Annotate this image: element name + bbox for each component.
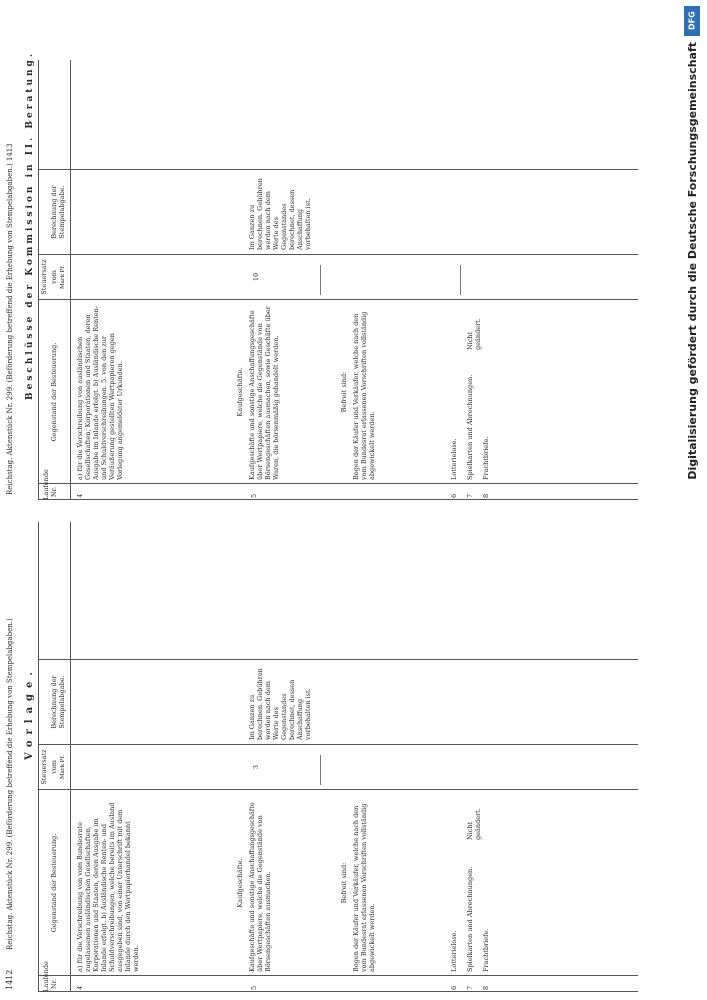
rule [38, 659, 638, 660]
col-rate-sub-right: Mark Pf. [60, 265, 66, 289]
col-nr-left: Laufende Nr. [42, 961, 58, 992]
dash-mark [460, 265, 461, 295]
header-right: Reichstag. Aktenstück Nr. 299. (Beförderung betreffend die Erhebung von Stempelabgaben.) 1413 [6, 143, 14, 495]
page-number-left: 1412 [5, 969, 14, 990]
row-text: Bogen der Käufer und Verkäufer, welche nach den vom Bundesrat erlassenen Vorschriften vollständig abgewickelt werden. [352, 311, 376, 480]
row-text: Spielkarten und Abrechnungen. [466, 374, 474, 480]
col-calc-left: Berechnung der Stempelabgabe. [50, 675, 66, 729]
row-nr: 8 [482, 493, 490, 498]
rule [38, 169, 638, 170]
rule [70, 60, 71, 500]
row-nr: 7 [466, 985, 474, 990]
row-heading: Kaufgeschäfte. [236, 858, 244, 908]
row-nr: 5 [250, 985, 258, 990]
row-nr: 4 [76, 493, 84, 498]
rule [38, 789, 638, 790]
col-rate-group-left: Steuersatz [40, 749, 48, 785]
row-text: Lotterielose. [450, 438, 458, 480]
row-text: a) für die Verschreibung von ausländischen Gesellschaften, Korporationen und Staaten, deren Ausgabe im Inlande erfolgt. b) Ausländische Renten- und Schuldverschreibungen. 5. von den zur Veräußerung gestellten Wertpapieren gegen Vorlegung angemeldeter Urkunden. [76, 305, 124, 480]
col-subject-left: Gegenstand der Besteuerung. [50, 833, 58, 933]
dash-mark [320, 755, 321, 785]
row-text: Lotterielose. [450, 930, 458, 972]
row-text: Kaufgeschäfte und sonstige Anschaffungsgeschäfte über Wertpapiere, welche die Gegenstände von Börsengeschäften ausmachen. [248, 802, 272, 972]
rule [38, 522, 39, 992]
row-rate: 3 [252, 764, 260, 770]
rule [38, 60, 39, 500]
rule [38, 991, 638, 992]
row-text: Spielkarten und Abrechnungen. [466, 866, 474, 972]
col-rate-sub-left: Mark Pf. [60, 755, 66, 779]
rule [38, 744, 638, 745]
row-text: Bogen der Käufer und Verkäufer, welche nach den vom Bundesrat erlassenen Vorschriften vollständig abgewickelt werden. [352, 803, 376, 972]
row-heading: Kaufgeschäfte. [236, 367, 244, 417]
rule [38, 975, 638, 976]
row-rate: 10 [252, 272, 260, 282]
rule [38, 499, 638, 500]
row-text: a) für die Verschreibung von vom Bundesrate zugelassenen ausländischen Gesellschaften, Korporationen und Staaten, deren Ausgabe im Inlande erfolgt. b) Ausländische Renten- und Schuldverschreibungen, welche bereits im Ausland ausgegeben sind, von einer Unterschrift mit dem Inlande durch den Wertpapierhandel bekannt werden. [76, 802, 140, 972]
rule [38, 483, 638, 484]
header-left: Reichstag. Aktenstück Nr. 299. (Beförderung betreffend die Erhebung von Stempelabgaben.) [6, 618, 14, 950]
section-title-right: Beschlüsse der Kommission in II. Beratung. [25, 51, 35, 400]
bracket-note: Nicht geändert. [466, 808, 482, 840]
row-heading: Befreit sind: [340, 371, 348, 413]
section-title-left: Vorlage. [24, 666, 35, 760]
rule [38, 299, 638, 300]
col-nr-right: Laufende Nr. [42, 469, 58, 500]
dfg-logo: DFG [684, 6, 700, 36]
row-heading: Befreit sind: [340, 862, 348, 904]
col-rate-group-right: Steuersatz [40, 259, 48, 295]
col-rate-unit-left: vom [50, 760, 58, 774]
row-calc: Im Ganzen zu berechnen. Gebühren werden nach dem Werte des Gegenstandes berechnet, dessen Anschaffung vorbehalten ist. [248, 668, 312, 740]
row-nr: 6 [450, 493, 458, 498]
row-calc: Im Ganzen zu berechnen. Gebühren werden nach dem Werte des Gegenstandes berechnet, dessen Anschaffung vorbehalten ist. [248, 178, 312, 250]
row-text: Kaufgeschäfte und sonstige Anschaffungsgeschäfte über Wertpapiere, welche die Gegenstände von Börsengeschäften ausmachen, sowie Geschäfte über Waren, die börsenmäßig gehandelt werden. [248, 306, 280, 480]
row-nr: 6 [450, 985, 458, 990]
row-nr: 7 [466, 493, 474, 498]
row-nr: 5 [250, 493, 258, 498]
rule [70, 522, 71, 992]
row-nr: 8 [482, 985, 490, 990]
row-text: Frachtbriefe. [482, 928, 490, 972]
dfg-banner-text: Digitalisierung gefördert durch die Deutsche Forschungsgemeinschaft [685, 42, 699, 480]
col-calc-right: Berechnung der Stempelabgabe. [50, 185, 66, 239]
rule [38, 254, 638, 255]
row-text: Frachtbriefe. [482, 436, 490, 480]
dash-mark [320, 265, 321, 295]
bracket-note: Nicht geändert. [466, 318, 482, 350]
col-subject-right: Gegenstand der Besteuerung. [50, 342, 58, 442]
row-nr: 4 [76, 985, 84, 990]
col-rate-unit-right: vom [50, 270, 58, 284]
